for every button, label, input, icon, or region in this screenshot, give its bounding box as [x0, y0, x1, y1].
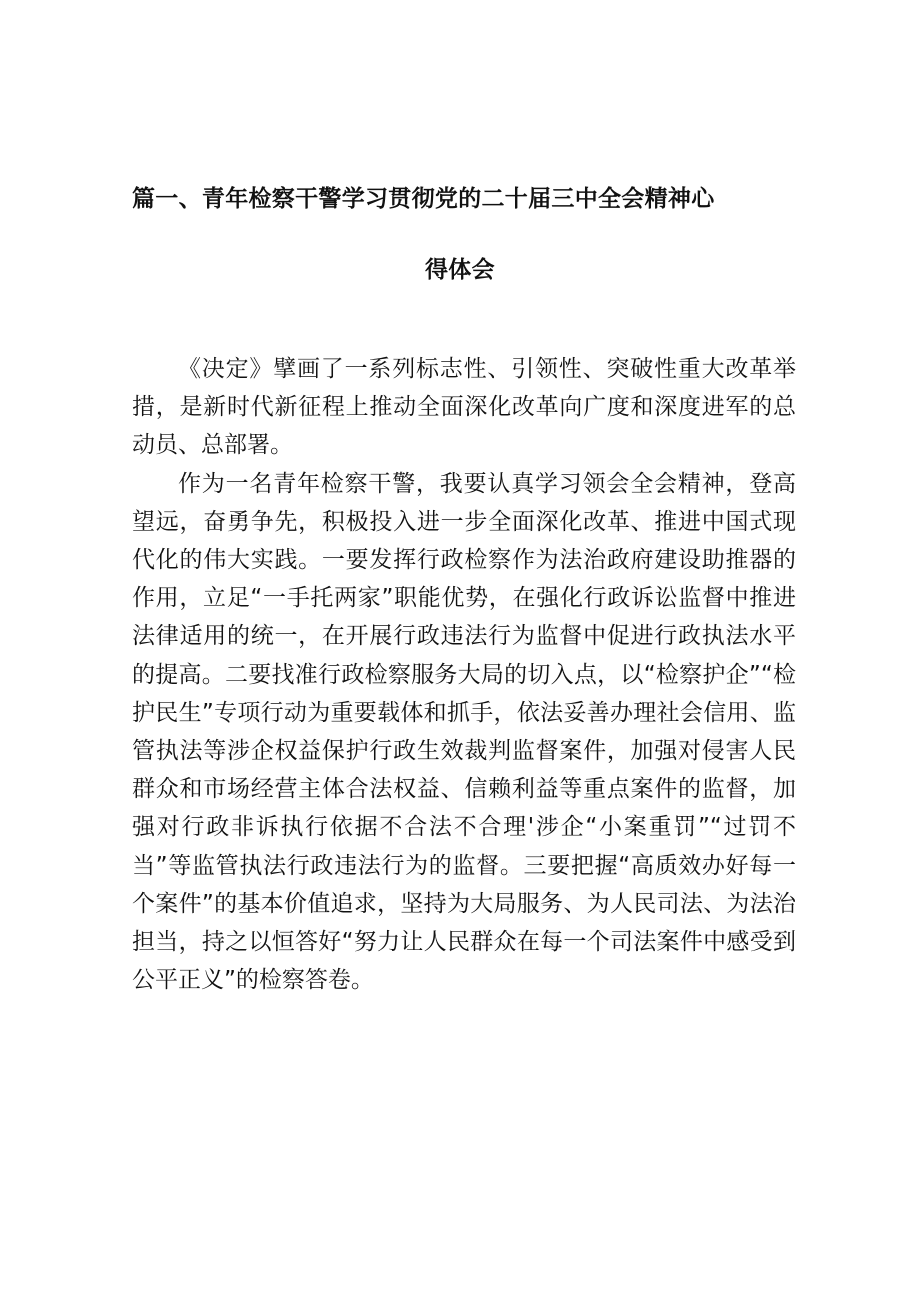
- document-title-line-2: 得体会: [425, 257, 495, 283]
- document-title-line-1: 篇一、青年检察干警学习贯彻党的二十届三中全会精神心: [132, 186, 715, 212]
- document-body: [132, 350, 796, 999]
- paragraph-2: 作为一名青年检察干警，我要认真学习领会全会精神，登高望远，奋勇争先，积极投入进一步全面深化改革、推进中国式现代化的伟大实践。一要发挥行政检察作为法治政府建设助推器的作用，立足“一手托两家”职能优势，在强化行政诉讼监督中推进法律适用的统一，在开展行政违法行为监督中促进行政执法水平的提高。二要找准行政检察服务大局的切入点，以“检察护企”“检护民生”专项行动为重要载体和抓手，依法妥善办理社会信用、监管执法等涉企权益保护行政生效裁判监督案件，加强对侵害人民群众和市场经营主体合法权益、信赖利益等重点案件的监督，加强对行政非诉执行依据不合法不合理'涉企“小案重罚”“过罚不当”等监管执法行政违法行为的监督。三要把握“高质效办好每一个案件”的基本价值追求，坚持为大局服务、为人民司法、为法治担当，持之以恒答好“努力让人民群众在每一个司法案件中感受到公平正义”的检察答卷。: [132, 470, 796, 994]
- paragraph-1: 《决定》擘画了一系列标志性、引领性、突破性重大改革举措，是新时代新征程上推动全面深化改革向广度和深度进军的总动员、总部署。: [132, 356, 796, 459]
